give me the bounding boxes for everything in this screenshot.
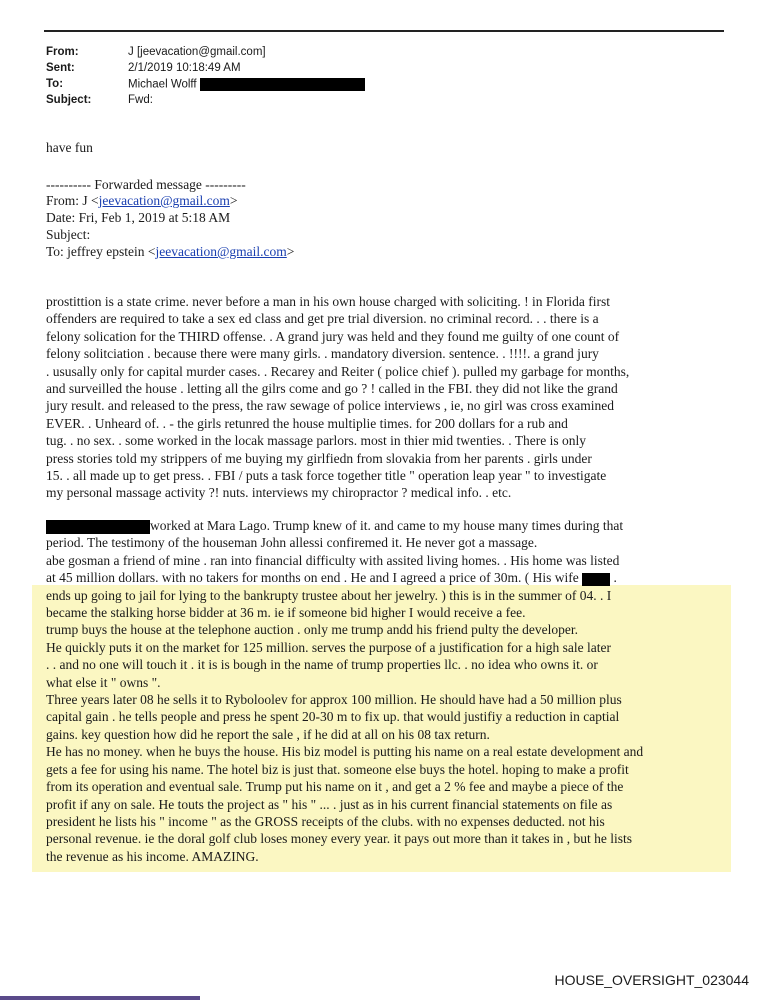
text-line: prostittion is a state crime. never before a man in his own house charged with soliciting. ! in Florida first [46,294,611,309]
bottom-edge-strip [0,996,200,1000]
text-line: He has no money. when he buys the house. His biz model is putting his name on a real estate development and [46,744,644,760]
fwd-date-line: Date: Fri, Feb 1, 2019 at 5:18 AM [46,210,231,225]
text-line: gains. key question how did he report the sale , if he did at all on his 08 tax return. [46,726,490,742]
text-span: worked at Mara Lago. Trump knew of it. and came to my house many times during that [150,518,624,533]
text-line: felony solication for the THIRD offense. . A grand jury was held and they found me guilty of one count of [46,328,620,344]
fwd-to-email-link[interactable]: jeevacation@gmail.com [155,244,287,259]
to-value: Michael Wolff [128,78,197,91]
text-line: became the stalking horse bidder at 36 m. ie if someone bid higher I would receive a fee. [46,605,526,621]
text-line: gets a fee for using his name. The hotel biz is just that. someone else buys the hotel. hoping to make a profit [46,761,629,777]
text-line: . . and no one will touch it . it is is bough in the name of trump properties llc. . no idea who owns it. or [46,657,598,673]
text-line: what else it " owns ". [46,674,161,690]
text-line: . ususally only for capital murder cases. . Recarey and Reiter ( police chief ). pulled my garbage for months, [46,363,630,379]
text-line: president he lists his " income " as the GROSS receipts of the clubs. with no expenses deducted. not his [46,813,605,829]
fwd-to-suffix: > [286,244,295,259]
fwd-from-email-link[interactable]: jeevacation@gmail.com [98,193,230,208]
text-line-with-redaction: at 45 million dollars. with no takers for months on end . He and I agreed a price of 30m. ( His wife . [46,570,617,586]
text-line: period. The testimony of the houseman John allessi confiremed it. He never got a massage. [46,535,538,551]
text-line: tug. . no sex. . some worked in the locak massage parlors. most in thier mid twenties. . There is only [46,433,587,449]
subject-value: Fwd: [128,94,153,106]
text-line: profit if any on sale. He touts the project as " his " ... . just as in his current financial statements on file as [46,796,613,812]
greeting: have fun [46,140,93,155]
from-value: J [jeevacation@gmail.com] [128,46,266,58]
top-rule [44,30,724,32]
text-line: EVER. . Unheard of. . - the girls retunred the house multiplie times. for 200 dollars for a rub and [46,415,568,431]
subject-label: Subject: [46,94,92,106]
sent-label: Sent: [46,62,75,74]
text-line: jury result. and released to the press, the raw sewage of police interviews , ie, no girl was cross examined [46,398,614,414]
fwd-from-suffix: > [229,193,238,208]
text-line: abe gosman a friend of mine . ran into financial difficulty with assited living homes. . His home was listed [46,552,620,568]
from-label: From: [46,46,79,58]
sent-value: 2/1/2019 10:18:49 AM [128,62,241,74]
paragraph-2 [46,517,643,865]
fwd-to-prefix: To: jeffrey epstein < [46,244,156,259]
forward-divider: ---------- Forwarded message --------- [46,177,246,192]
text-line: capital gain . he tells people and press he spent 20-30 m to fix up. that would justifiy a reduction in captial [46,709,620,725]
redaction-block [46,520,150,534]
paragraph-1 [46,293,629,502]
text-line: He quickly puts it on the market for 125 million. serves the purpose of a justification for a high sale later [46,639,611,655]
fwd-subject-line: Subject: [46,227,91,242]
to-value-wrap [128,78,365,91]
text-line: Three years later 08 he sells it to Ryboloolev for approx 100 million. He should have had a 50 million plus [46,692,622,708]
text-line: 15. . all made up to get press. . FBI / puts a task force together title " operation leap year " to investigate [46,468,607,484]
text-line: felony solitciation . because there were many girls. . mandatory diversion. sentence. . !!!!. a grand jury [46,346,599,362]
text-line: trump buys the house at the telephone auction . only me trump andd his friend pulty the developer. [46,622,579,638]
text-line: personal revenue. ie the doral golf club loses money every year. it pays out more than it takes in , but he lists [46,831,632,847]
text-line: press stories told my strippers of me buying my girlfiedn from slovakia from her parents . girls under [46,450,592,466]
redaction-block [200,78,365,91]
text-line: my personal massage activity ?! nuts. interviews my chiropractor ? medical info. . etc. [46,485,512,501]
text-line: ends up going to jail for lying to the bankrupty trustee about her jewelry. ) this is in the summer of 04. . I [46,587,612,603]
text-line-with-redaction [46,517,643,534]
redaction-block [582,573,610,586]
fwd-from-line [46,193,238,209]
text-line: and surveilled the house . letting all the gilrs come and go ? ! called in the FBI. they did not like the grand [46,381,618,397]
to-label: To: [46,78,64,90]
text-span: at 45 million dollars. with no takers for months on end . He and I agreed a price of 30m. ( His wife [46,570,579,586]
text-line: from its operation and eventual sale. Trump put his name on it , and get a 2 % fee and maybe a piece of the [46,779,624,795]
fwd-to-line [46,244,294,260]
fwd-from-prefix: From: J < [46,193,99,208]
text-line: the revenue as his income. AMAZING. [46,848,259,864]
text-line: offenders are required to take a sex ed class and get pre trial diversion. no criminal record. . . there is a [46,311,599,327]
bates-number: HOUSE_OVERSIGHT_023044 [554,972,749,988]
